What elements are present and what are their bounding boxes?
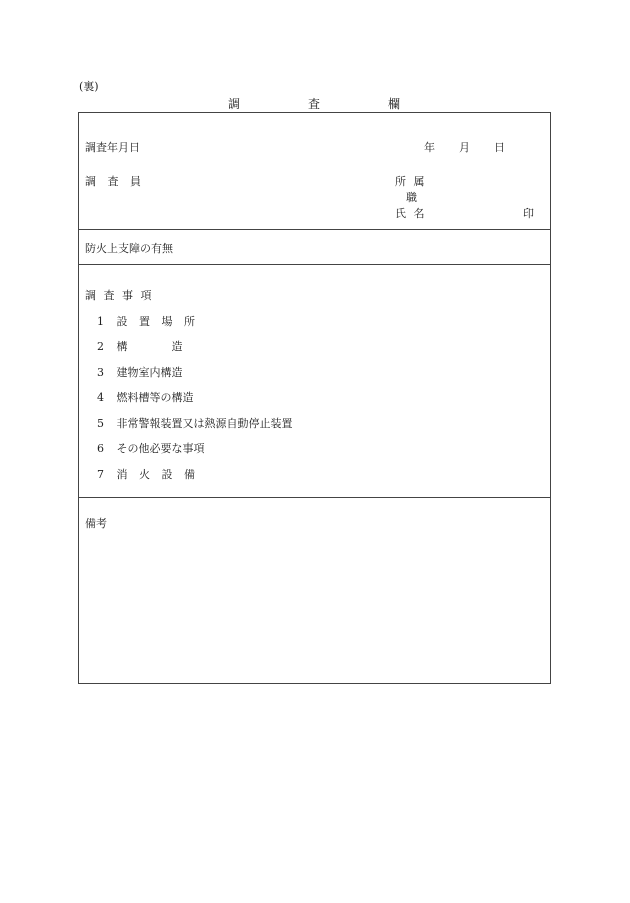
position-label: 職 xyxy=(406,191,417,204)
investigator-label: 調 査 員 xyxy=(85,175,141,188)
survey-item-number: 7 xyxy=(97,468,104,481)
side-label: (裏) xyxy=(79,80,99,93)
name-label: 氏 名 xyxy=(395,207,425,220)
survey-item xyxy=(97,443,205,454)
affiliation-label: 所 属 xyxy=(395,175,425,188)
survey-item-number: 2 xyxy=(97,340,104,353)
survey-item xyxy=(97,392,194,403)
survey-item-label: 消 火 設 備 xyxy=(116,468,195,481)
survey-item-number: 3 xyxy=(97,366,104,379)
survey-item xyxy=(97,367,183,378)
survey-item-label: 設 置 場 所 xyxy=(116,315,195,328)
page-title-char-1: 調 xyxy=(228,97,241,111)
remarks-label: 備考 xyxy=(85,517,107,530)
survey-item xyxy=(97,418,293,429)
survey-item-label: 建物室内構造 xyxy=(116,366,183,379)
divider-1 xyxy=(79,229,550,230)
divider-3 xyxy=(79,497,550,498)
survey-item-number: 1 xyxy=(97,315,104,328)
survey-date-year: 年 xyxy=(424,141,435,154)
survey-item-label: 構 造 xyxy=(116,340,183,353)
divider-2 xyxy=(79,264,550,265)
survey-items-heading: 調 査 事 項 xyxy=(85,289,152,302)
survey-item xyxy=(97,341,183,352)
seal-mark: 印 xyxy=(523,207,534,220)
survey-date-label: 調査年月日 xyxy=(85,141,140,154)
fire-prevention-label: 防火上支障の有無 xyxy=(85,242,173,255)
survey-date-day: 日 xyxy=(494,141,505,154)
page-title-char-2: 査 xyxy=(308,97,321,111)
survey-item-label: 燃料槽等の構造 xyxy=(116,391,194,404)
survey-form-table xyxy=(78,112,551,684)
survey-item-number: 5 xyxy=(97,417,104,430)
survey-item xyxy=(97,316,195,327)
survey-item-number: 4 xyxy=(97,391,104,404)
page-title-char-3: 欄 xyxy=(388,97,401,111)
survey-item-label: その他必要な事項 xyxy=(116,442,205,455)
survey-item xyxy=(97,469,195,480)
survey-item-label: 非常警報装置又は熱源自動停止装置 xyxy=(116,417,293,430)
survey-date-month: 月 xyxy=(459,141,470,154)
survey-item-number: 6 xyxy=(97,442,104,455)
